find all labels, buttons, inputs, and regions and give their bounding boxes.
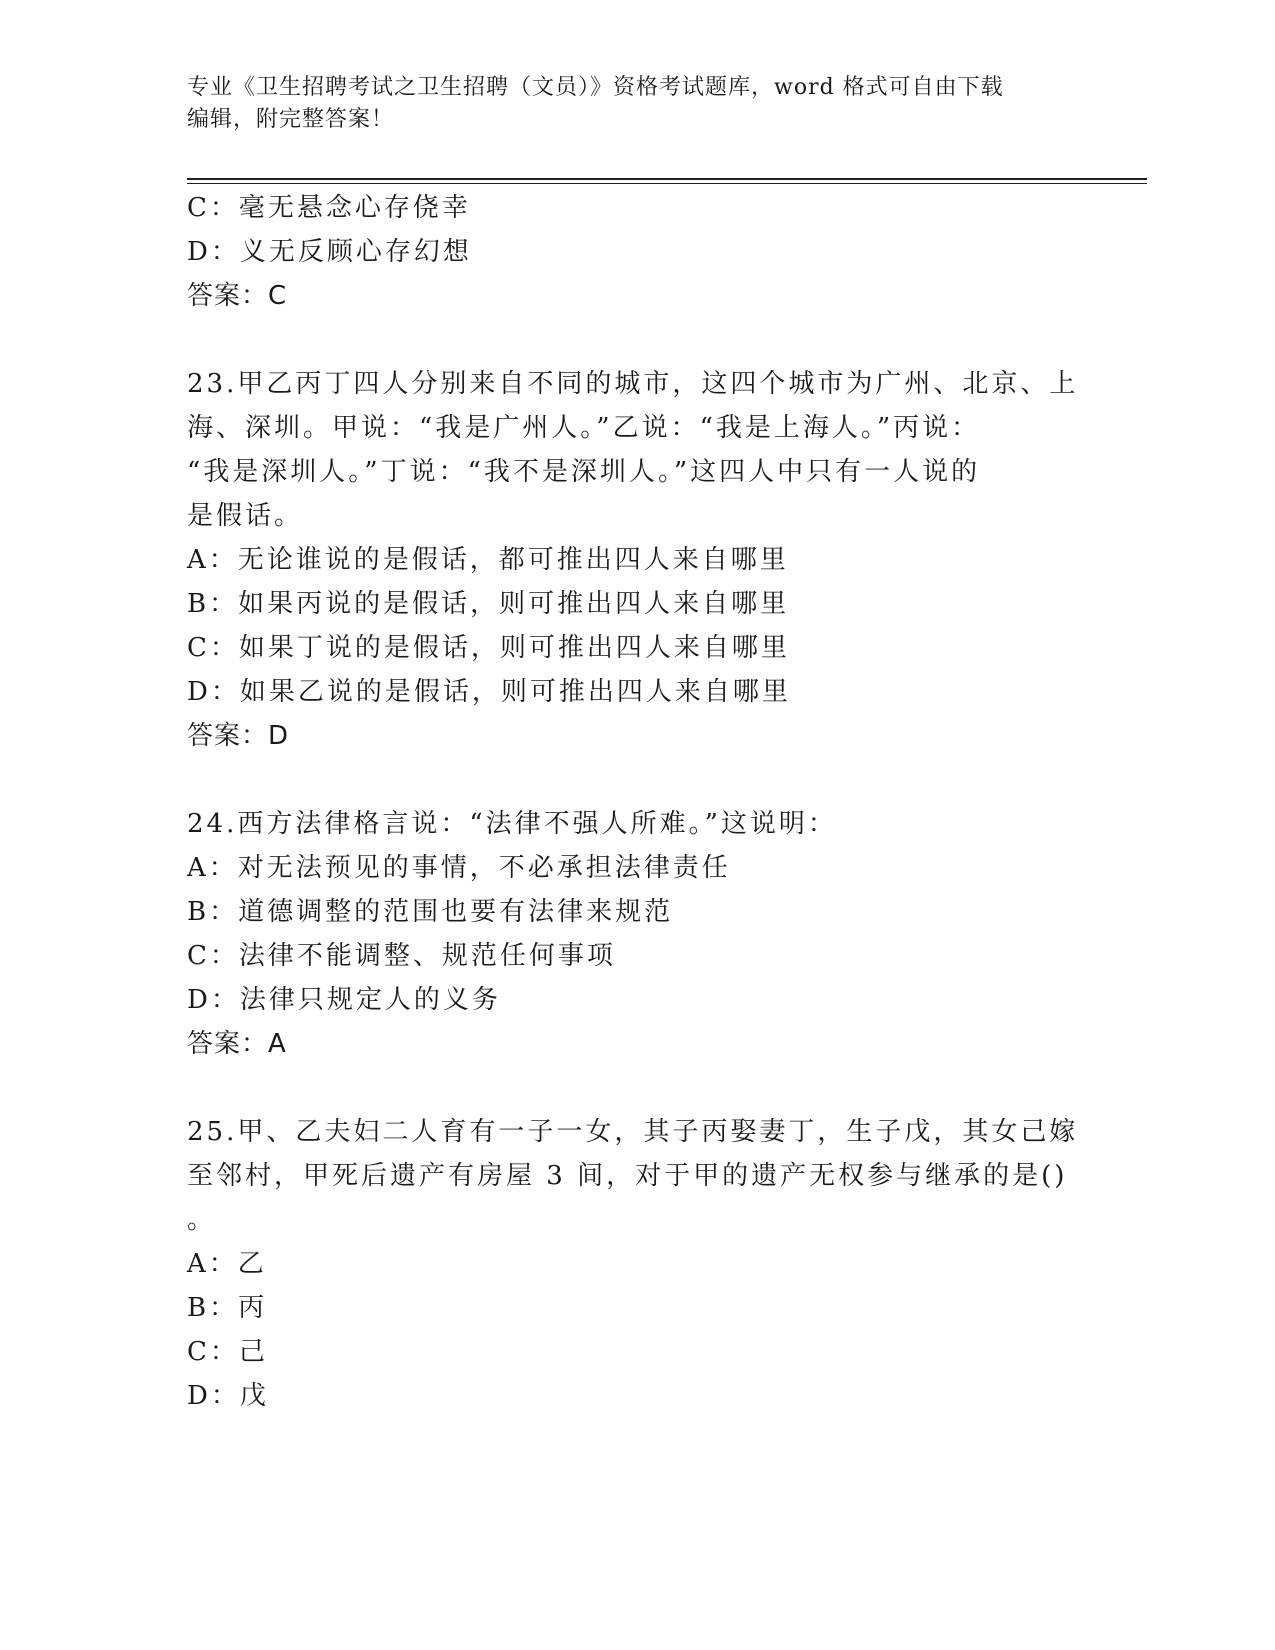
q22-option-c: C：毫无悬念心存侥幸 bbox=[187, 193, 471, 223]
header-divider-thick bbox=[187, 178, 1147, 180]
header-line-1: 专业《卫生招聘考试之卫生招聘（文员）》资格考试题库，word 格式可自由下载 bbox=[187, 75, 1004, 100]
q25-stem-line-2: 至邻村，甲死后遗产有房屋 3 间，对于甲的遗产无权参与继承的是() bbox=[187, 1161, 1068, 1191]
q23-option-d: D：如果乙说的是假话，则可推出四人来自哪里 bbox=[187, 677, 791, 707]
q23-option-a: A：无论谁说的是假话，都可推出四人来自哪里 bbox=[187, 545, 789, 575]
q25-stem-line-1: 25.甲、乙夫妇二人育有一子一女，其子丙娶妻丁，生子戊，其女己嫁 bbox=[187, 1117, 1079, 1147]
document-header bbox=[187, 72, 1087, 136]
q25-option-c: C：己 bbox=[187, 1337, 268, 1367]
q25-stem-line-3: 。 bbox=[187, 1205, 217, 1235]
q24-option-c: C：法律不能调整、规范任何事项 bbox=[187, 941, 616, 971]
q23-answer: 答案：D bbox=[187, 721, 290, 751]
q24-option-d: D：法律只规定人的义务 bbox=[187, 985, 501, 1015]
q23-option-c: C：如果丁说的是假话，则可推出四人来自哪里 bbox=[187, 633, 790, 663]
q23-stem-line-1: 23.甲乙丙丁四人分别来自不同的城市，这四个城市为广州、北京、上 bbox=[187, 369, 1079, 399]
q25-option-d: D：戊 bbox=[187, 1381, 269, 1411]
q22-answer: 答案：C bbox=[187, 281, 288, 311]
q23-stem-line-2: 海、深圳。甲说：“我是广州人。”乙说：“我是上海人。”丙说： bbox=[187, 413, 981, 443]
q23-stem-line-3: “我是深圳人。”丁说：“我不是深圳人。”这四人中只有一人说的 bbox=[187, 457, 981, 487]
q25-option-b: B：丙 bbox=[187, 1293, 268, 1323]
q24-answer: 答案：A bbox=[187, 1029, 287, 1059]
q24-stem: 24.西方法律格言说：“法律不强人所难。”这说明： bbox=[187, 809, 837, 839]
q23-option-b: B：如果丙说的是假话，则可推出四人来自哪里 bbox=[187, 589, 790, 619]
header-divider-thin bbox=[187, 183, 1147, 184]
q22-option-d: D：义无反顾心存幻想 bbox=[187, 237, 472, 267]
header-line-2: 编辑，附完整答案！ bbox=[187, 107, 395, 132]
q24-option-a: A：对无法预见的事情，不必承担法律责任 bbox=[187, 853, 731, 883]
q24-option-b: B：道德调整的范围也要有法律来规范 bbox=[187, 897, 674, 927]
q25-option-a: A：乙 bbox=[187, 1249, 267, 1279]
q23-stem-line-4: 是假话。 bbox=[187, 501, 304, 531]
